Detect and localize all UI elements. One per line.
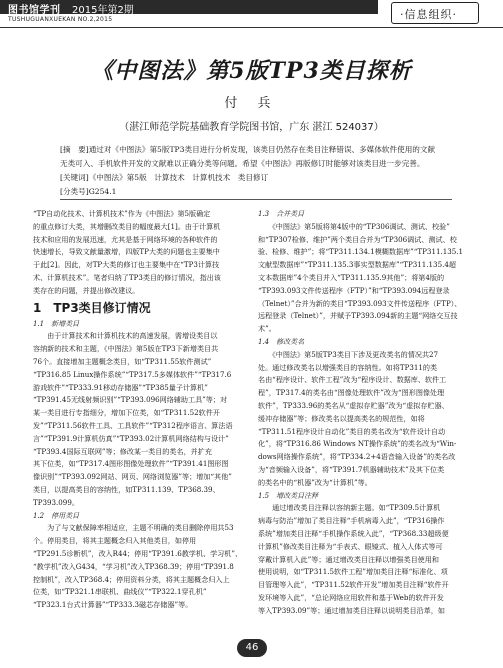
- body-text-line: 远程登录（Telnet）”，并赋予TP393.094新的主题“网络交互技: [258, 311, 458, 321]
- body-text-line: “TP393.4国际互联网”等；修改某一类目的类名，并扩充: [33, 446, 212, 456]
- journal-pinyin: TUSHUGUANXUEKAN NO.2,2015: [8, 16, 113, 23]
- body-text-line: 系统”增加类目注释“手机操作系统入此”，“TP368.33超级便: [258, 528, 449, 538]
- abstract-rule: [60, 199, 452, 200]
- abstract-block: [60, 143, 452, 199]
- body-text-line: 缓冲存储器”等；修改类名以提高类名的规范性，如将: [258, 413, 425, 423]
- page-number: 46: [237, 639, 267, 657]
- subsection-heading: 1.1 新增类目: [33, 319, 80, 328]
- body-text-line: 发”“TP311.56软件工具、工具软件”“TP312程序语言、算法语: [33, 420, 233, 430]
- body-text-line: “TP291.5诊断机”，改入R44；停用“TP391.6教学机、学习机”、: [33, 548, 243, 558]
- body-text-line: 处。通过修改类名以增强类目的容纳性。如将TP311的类: [258, 362, 438, 372]
- body-text-line: 名由“程序设计、软件工程”改为“程序设计、数据库、软件工: [258, 375, 447, 385]
- body-text-line: 文本数据库”4个类目并入“TP311.135.9其他”；将第4版的: [258, 272, 445, 282]
- section-heading: 1 TP3类目修订情况: [33, 300, 151, 315]
- body-column-left: [33, 208, 245, 612]
- body-text-line: 软件”，TP333.96的类名从“虚拟存贮器”改为“虚拟存贮器、: [258, 400, 449, 410]
- body-text-line: 的重点修订大类，其增删改类目的幅度最大[1]。由于计算机: [33, 221, 221, 231]
- body-text-line: 技术和应用的发展迅速，尤其是基于网络环境的各种软件的: [33, 234, 218, 244]
- body-text-line: “TP393.093文件传送程序（FTP）”和“TP393.094远程登录: [258, 285, 450, 295]
- body-text-line: 发环境等入此”，“总论网络应用软件和基于Web的软件开发: [258, 592, 444, 602]
- body-text-line: 个。停用类目，将其主题概念归入其他类目，如停用: [33, 536, 197, 546]
- body-text-line: 像识别”“TP393.092网站、网页、网络浏览器”等；增加“其他”: [33, 472, 232, 482]
- body-text-line: 等入TP393.09”等；通过增加类目注释以说明类目沿革，如: [258, 605, 445, 615]
- body-text-line: （Telnet）”合并为新的类目“TP393.093文件传送程序（FTP）、: [258, 298, 462, 308]
- body-text-line: 容纳新的技术和主题，《中图法》第5版在TP3下新增类目共: [33, 344, 219, 354]
- body-text-line: 言”“TP391.9计算机仿真”“TP393.02计算机网络结构与设计”: [33, 433, 229, 443]
- body-text-line: 位类，如“TP321.1串联机、曲线仪”“TP322.1穿孔机”: [33, 587, 207, 597]
- article-author: 付 兵: [224, 96, 279, 111]
- keywords-line: [关键词]《中图法》第5版 计算技术 计算机技术 类目修订: [60, 173, 269, 182]
- body-text-line: 游戏软件”“TP333.91移动存储器”“TP385量子计算机”: [33, 382, 208, 392]
- header-rule: [0, 27, 503, 28]
- body-text-line: 术、计算机技术”。笔者归纳了TP3类目的修订情况，指出该: [33, 272, 221, 282]
- body-text-line: 目管理等入此”，“TP311.52软件开发”增加类目注释“软件开: [258, 580, 449, 590]
- body-text-line: dows网络操作系统”，将“TP334.2+4语音输入设备”的类名改: [258, 452, 456, 462]
- body-text-line: “TP391.45无线射频识别”“TP393.096网络辅助工具”等；对: [33, 395, 228, 405]
- body-column-right: [258, 208, 470, 618]
- body-text-line: 通过增改类目注释以容纳新主题。如“TP309.5计算机: [258, 503, 441, 513]
- body-text-line: “教学机”改入G434，“学习机”改入TP368.39；停用“TP391.8: [33, 561, 234, 571]
- body-text-line: 程”，TP317.4的类名由“图像处理软件”改为“图形图像处理: [258, 388, 445, 398]
- abstract-line: [摘 要]通过对《中图法》第5版TP3类目进行分析发现，该类目仍然存在类目注释错误、多媒体软件使用的文献: [60, 145, 436, 154]
- body-text-line: 《中图法》第5版将第4版中的“TP306调试、测试、校验”: [258, 221, 450, 231]
- subsection-heading: 1.2 停用类目: [33, 511, 80, 520]
- body-text-line: 计算机”修改类目注释为“手表式、眼镜式、植入人体式等可: [258, 541, 443, 551]
- body-text-line: 某一类目进行专指细分，增加下位类，如“TP311.52软件开: [33, 408, 220, 418]
- body-text-line: “TP323.1台式计算器”“TP333.3磁芯存储器”等。: [33, 600, 193, 610]
- body-text-line: 穿戴计算机入此”等；通过增改类目注释以增强类目使用和: [258, 554, 439, 564]
- abstract-line: 无类可入、手机软件开发的文献难以正确分类等问题。希望《中图法》再版修订时能够对该类目进一步完善。: [60, 159, 425, 168]
- subsection-heading: 1.5 增改类目注释: [258, 491, 319, 500]
- body-text-line: “TP316.85 Linux操作系统”“TP317.5多媒体软件”“TP317.6: [33, 369, 232, 379]
- body-text-line: TP393.099。: [33, 497, 79, 507]
- body-text-line: 和“TP307检修、维护”两个类目合并为“TP306调试、测试、校: [258, 234, 457, 244]
- issue-label: 2015年第2期: [72, 5, 134, 16]
- body-text-line: 于此[2]。因此，对TP大类的修订也主要集中在“TP3计算技: [33, 260, 220, 270]
- body-text-line: 文献型数据库”“TP311.135.3事实型数据库”“TP311.135.4超: [258, 260, 456, 270]
- body-text-line: 控制机”，改入TP368.4；停用资料分类，将其主题概念归入上: [33, 574, 230, 584]
- body-text-line: 76个。直接增加主题概念类目，如“TP311.55软件测试”: [33, 356, 212, 366]
- subsection-heading: 1.3 合并类目: [258, 210, 305, 218]
- article-title: 《中图法》第5版TP3类目探析: [91, 58, 412, 84]
- body-text-line: 由于计算技术和计算机技术的高速发展，需增设类目以: [33, 331, 218, 341]
- running-header: [0, 0, 503, 30]
- journal-name: 图书馆学刊: [8, 5, 61, 16]
- body-text-line: 其下位类，如“TP317.4图形图像处理软件”“TP391.41图形图: [33, 459, 229, 469]
- column-tag: [391, 2, 479, 24]
- body-text-line: 化”，将“TP316.86 Windows NT操作系统”的类名改为“Win-: [258, 439, 457, 449]
- body-text-line: 的类名中的“机器”改为“计算机”等。: [258, 477, 372, 487]
- classification-line: [分类号]G254.1: [60, 187, 117, 196]
- body-text-line: 病毒与防治”增加了类目注释“手机病毒入此”，“TP316操作: [258, 516, 445, 526]
- body-text-line: 类目，以提高类目的容纳性，如TP311.139、TP368.39、: [33, 484, 220, 494]
- body-text-line: “TP自动化技术、计算机技术”作为《中图法》第5版确定: [33, 209, 211, 218]
- body-text-line: 使用说明，如“TP311.5软件工程”增加类目注释“标准化、项: [258, 567, 448, 577]
- body-text-line: “TP311.51程序设计自动化”类目的类名改为“软件设计自动: [258, 426, 446, 436]
- body-text-line: 术”。: [258, 324, 276, 334]
- body-text-line: 为“音频输入设备”，将“TP391.7机器辅助技术”及其下位类: [258, 464, 445, 474]
- body-text-line: 快速增长，导致文献量激增，四版TP大类的问题也主要集中: [33, 247, 220, 257]
- subsection-heading: 1.4 修改类名: [258, 337, 305, 346]
- body-text-line: 为了与文献保障率相适应，主题不明确的类目删除停用共53: [33, 523, 234, 533]
- author-affiliation: （湛江师范学院基础教育学院图书馆，广东 湛江 524037）: [119, 122, 384, 133]
- column-tag-label: ·信息组织·: [400, 8, 457, 21]
- body-text-line: 类存在的问题，并提出修改建议。: [33, 285, 140, 295]
- body-text-line: 《中图法》第5版TP3类目下涉及更改类名的情况共27: [258, 349, 439, 359]
- body-text-line: 验、检修、维护”；将“TP311.134.1模糊数据库”“TP311.135.1: [258, 247, 464, 257]
